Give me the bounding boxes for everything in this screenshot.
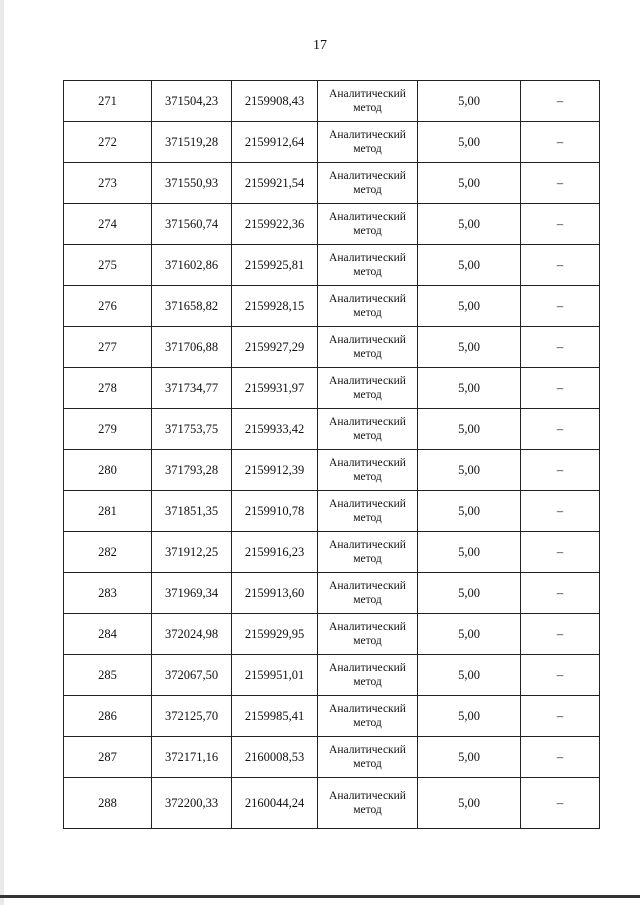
note-cell: – [521,327,600,368]
x-coordinate-cell: 371734,77 [152,368,232,409]
y-coordinate-cell: 2159933,42 [232,409,318,450]
table-row [64,245,600,286]
x-coordinate-cell: 371519,28 [152,122,232,163]
method-cell: Аналитический метод [318,778,418,829]
point-number-cell: 274 [64,204,152,245]
x-coordinate-cell: 371550,93 [152,163,232,204]
point-number-cell: 279 [64,409,152,450]
point-number-cell: 273 [64,163,152,204]
table-row [64,409,600,450]
page-number: 17 [313,38,327,53]
x-coordinate-cell: 371706,88 [152,327,232,368]
method-cell: Аналитический метод [318,327,418,368]
note-cell: – [521,368,600,409]
y-coordinate-cell: 2159913,60 [232,573,318,614]
method-cell: Аналитический метод [318,491,418,532]
note-cell: – [521,81,600,122]
y-coordinate-cell: 2159910,78 [232,491,318,532]
table-row [64,81,600,122]
table-row [64,122,600,163]
method-cell: Аналитический метод [318,122,418,163]
table-row [64,737,600,778]
method-cell: Аналитический метод [318,81,418,122]
note-cell: – [521,655,600,696]
table-row [64,286,600,327]
table-row [64,491,600,532]
x-coordinate-cell: 371912,25 [152,532,232,573]
y-coordinate-cell: 2159916,23 [232,532,318,573]
method-cell: Аналитический метод [318,163,418,204]
method-cell: Аналитический метод [318,204,418,245]
accuracy-cell: 5,00 [418,163,521,204]
accuracy-cell: 5,00 [418,573,521,614]
y-coordinate-cell: 2159912,64 [232,122,318,163]
page-edge-shadow [0,0,4,905]
point-number-cell: 283 [64,573,152,614]
accuracy-cell: 5,00 [418,655,521,696]
accuracy-cell: 5,00 [418,778,521,829]
point-number-cell: 276 [64,286,152,327]
y-coordinate-cell: 2159931,97 [232,368,318,409]
point-number-cell: 277 [64,327,152,368]
point-number-cell: 271 [64,81,152,122]
table-row [64,655,600,696]
x-coordinate-cell: 372200,33 [152,778,232,829]
y-coordinate-cell: 2159928,15 [232,286,318,327]
accuracy-cell: 5,00 [418,327,521,368]
table-row [64,532,600,573]
note-cell: – [521,163,600,204]
point-number-cell: 280 [64,450,152,491]
method-cell: Аналитический метод [318,368,418,409]
method-cell: Аналитический метод [318,450,418,491]
x-coordinate-cell: 371504,23 [152,81,232,122]
note-cell: – [521,573,600,614]
method-cell: Аналитический метод [318,737,418,778]
note-cell: – [521,122,600,163]
accuracy-cell: 5,00 [418,614,521,655]
note-cell: – [521,737,600,778]
note-cell: – [521,245,600,286]
point-number-cell: 278 [64,368,152,409]
accuracy-cell: 5,00 [418,409,521,450]
x-coordinate-cell: 371658,82 [152,286,232,327]
table-row [64,778,600,829]
x-coordinate-cell: 371793,28 [152,450,232,491]
accuracy-cell: 5,00 [418,696,521,737]
y-coordinate-cell: 2159951,01 [232,655,318,696]
note-cell: – [521,778,600,829]
x-coordinate-cell: 371753,75 [152,409,232,450]
table-row [64,573,600,614]
method-cell: Аналитический метод [318,573,418,614]
table-row [64,450,600,491]
accuracy-cell: 5,00 [418,450,521,491]
accuracy-cell: 5,00 [418,737,521,778]
accuracy-cell: 5,00 [418,368,521,409]
y-coordinate-cell: 2159929,95 [232,614,318,655]
point-number-cell: 286 [64,696,152,737]
point-number-cell: 282 [64,532,152,573]
x-coordinate-cell: 372067,50 [152,655,232,696]
accuracy-cell: 5,00 [418,532,521,573]
y-coordinate-cell: 2159921,54 [232,163,318,204]
x-coordinate-cell: 371602,86 [152,245,232,286]
note-cell: – [521,696,600,737]
coordinates-table [63,80,600,829]
point-number-cell: 281 [64,491,152,532]
y-coordinate-cell: 2159908,43 [232,81,318,122]
note-cell: – [521,286,600,327]
accuracy-cell: 5,00 [418,204,521,245]
method-cell: Аналитический метод [318,696,418,737]
y-coordinate-cell: 2160008,53 [232,737,318,778]
method-cell: Аналитический метод [318,286,418,327]
y-coordinate-cell: 2159925,81 [232,245,318,286]
accuracy-cell: 5,00 [418,491,521,532]
note-cell: – [521,491,600,532]
accuracy-cell: 5,00 [418,122,521,163]
y-coordinate-cell: 2160044,24 [232,778,318,829]
table-row [64,696,600,737]
table-row [64,327,600,368]
point-number-cell: 284 [64,614,152,655]
x-coordinate-cell: 372171,16 [152,737,232,778]
method-cell: Аналитический метод [318,409,418,450]
method-cell: Аналитический метод [318,614,418,655]
point-number-cell: 272 [64,122,152,163]
method-cell: Аналитический метод [318,655,418,696]
x-coordinate-cell: 371851,35 [152,491,232,532]
table-row [64,614,600,655]
y-coordinate-cell: 2159985,41 [232,696,318,737]
note-cell: – [521,614,600,655]
accuracy-cell: 5,00 [418,245,521,286]
note-cell: – [521,204,600,245]
method-cell: Аналитический метод [318,532,418,573]
accuracy-cell: 5,00 [418,286,521,327]
table-row [64,163,600,204]
x-coordinate-cell: 371560,74 [152,204,232,245]
note-cell: – [521,409,600,450]
note-cell: – [521,450,600,491]
y-coordinate-cell: 2159912,39 [232,450,318,491]
point-number-cell: 275 [64,245,152,286]
x-coordinate-cell: 372125,70 [152,696,232,737]
table-row [64,368,600,409]
point-number-cell: 285 [64,655,152,696]
bottom-scan-edge [0,895,640,898]
point-number-cell: 288 [64,778,152,829]
y-coordinate-cell: 2159922,36 [232,204,318,245]
coordinates-table-body [64,81,600,829]
y-coordinate-cell: 2159927,29 [232,327,318,368]
method-cell: Аналитический метод [318,245,418,286]
x-coordinate-cell: 371969,34 [152,573,232,614]
note-cell: – [521,532,600,573]
x-coordinate-cell: 372024,98 [152,614,232,655]
table-row [64,204,600,245]
accuracy-cell: 5,00 [418,81,521,122]
point-number-cell: 287 [64,737,152,778]
